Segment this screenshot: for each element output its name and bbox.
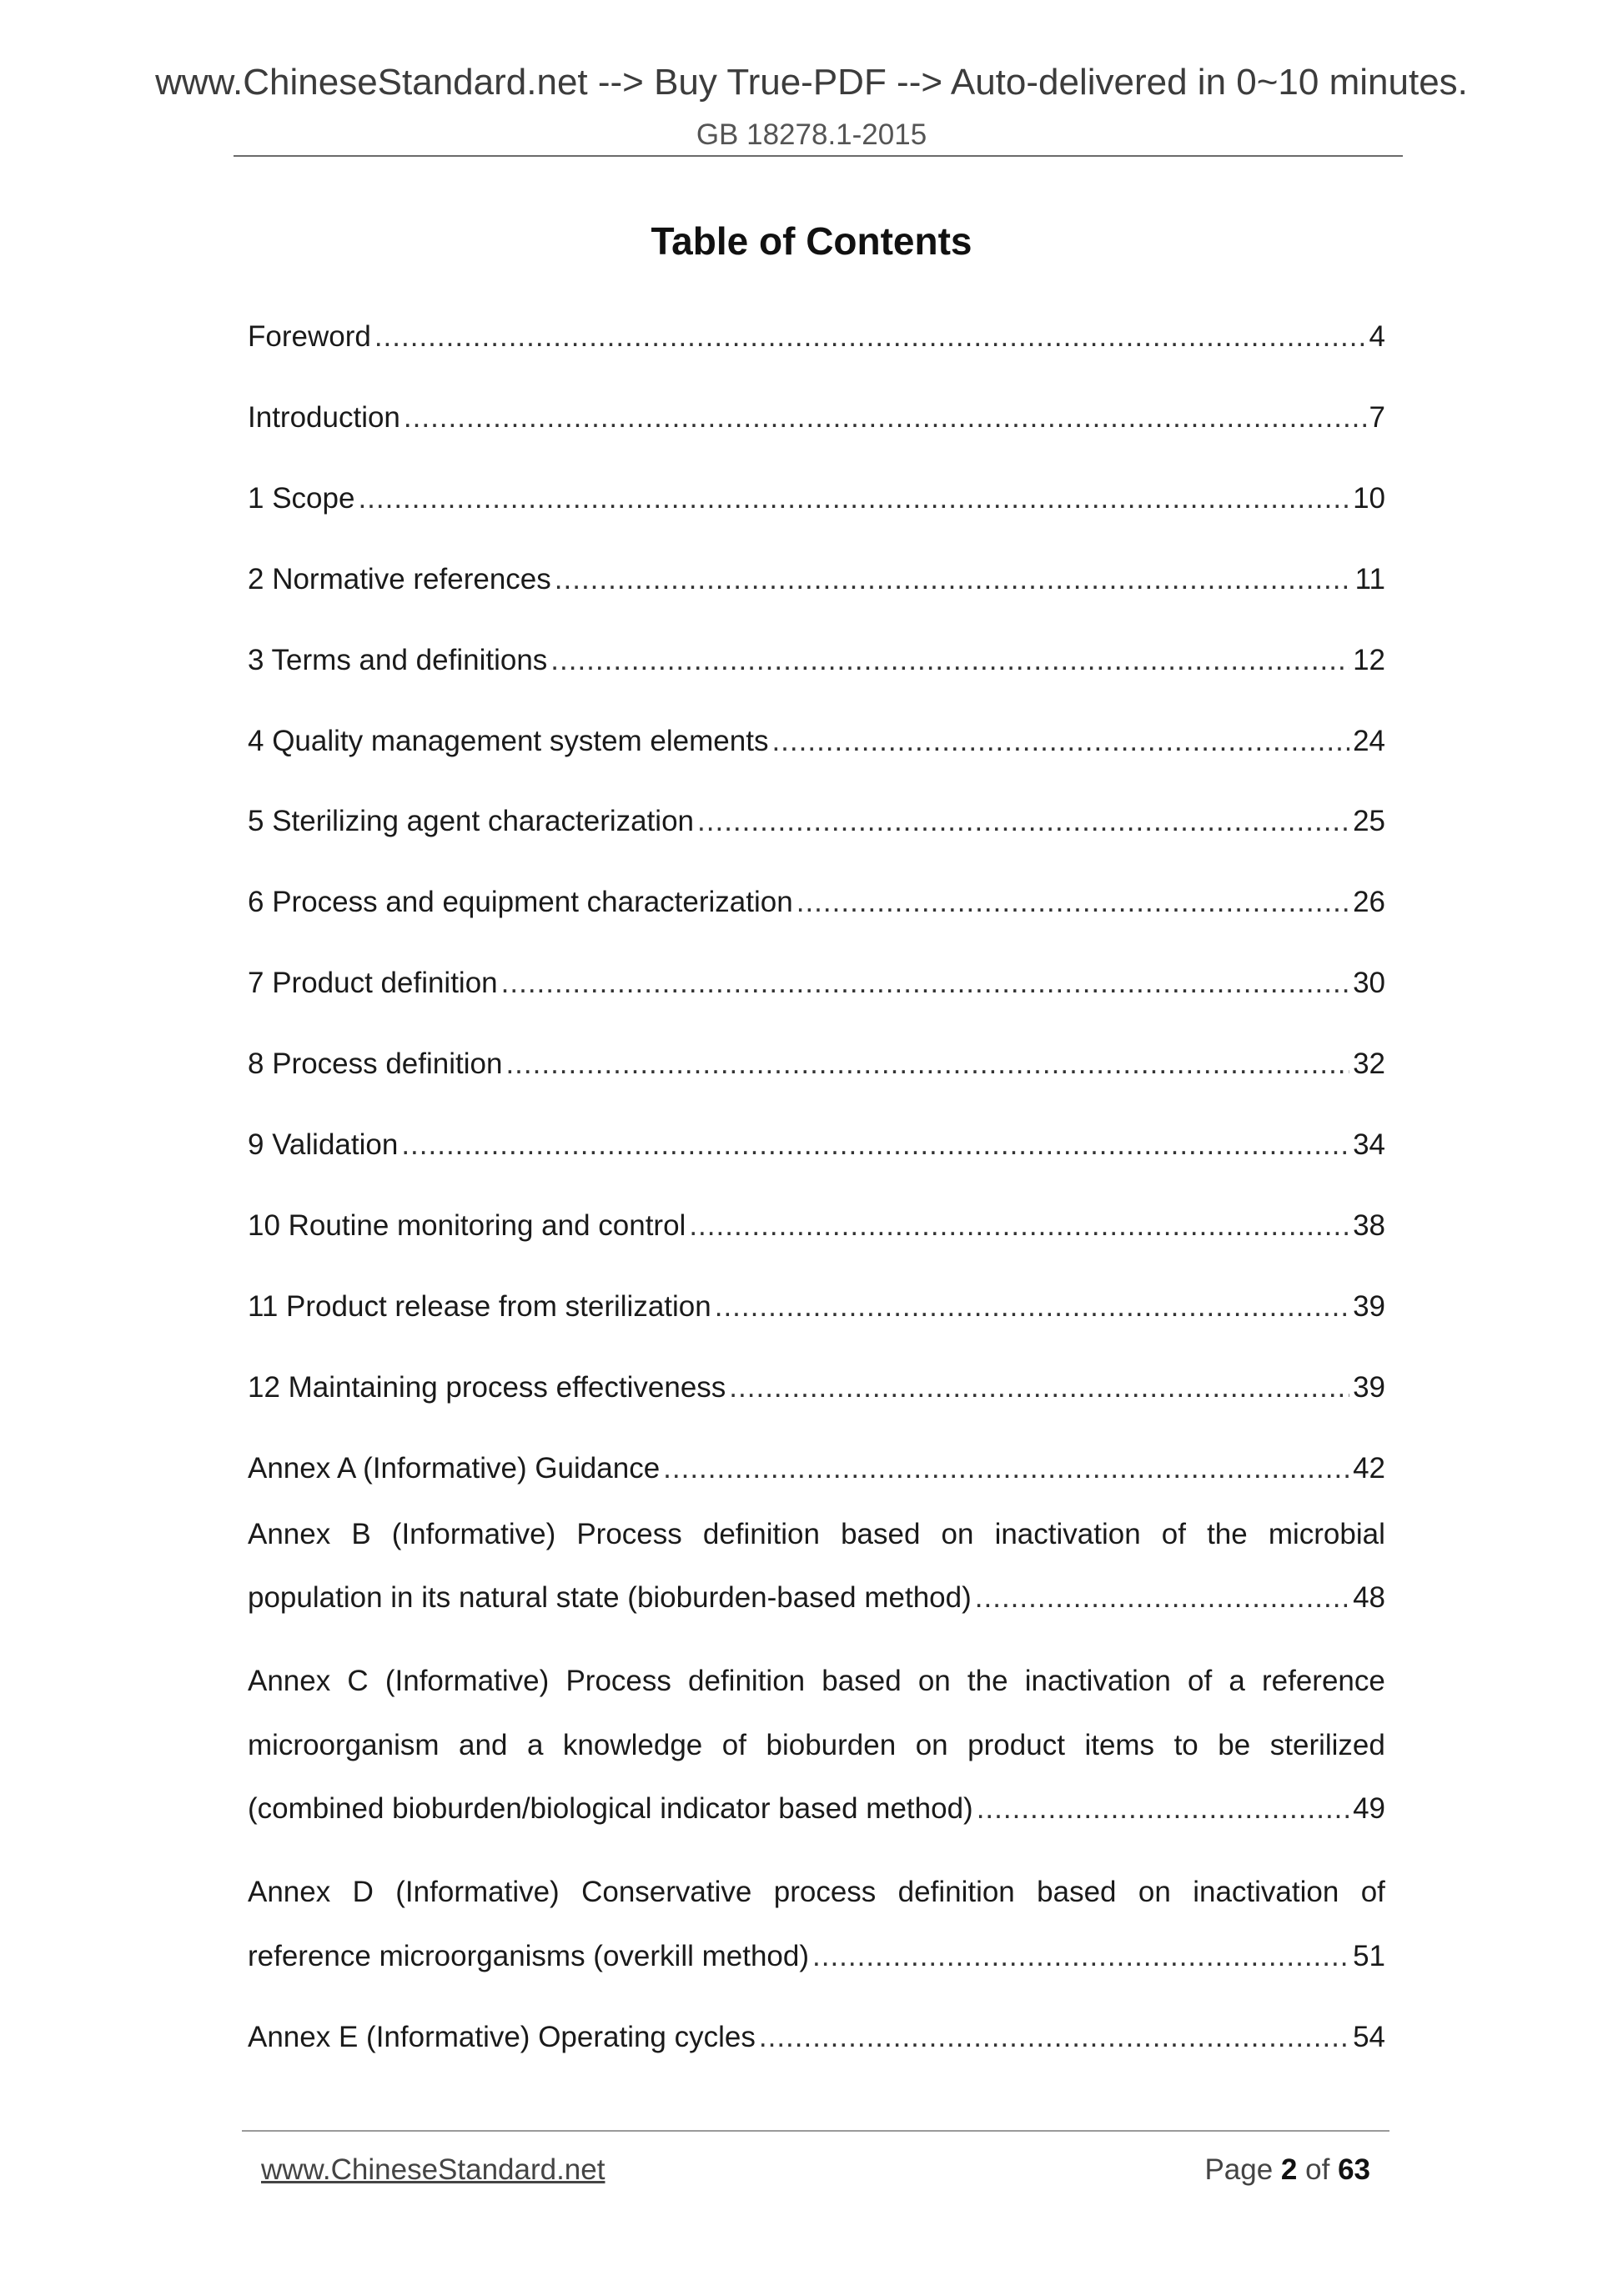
dot-leader (505, 1042, 1349, 1086)
page-prefix: Page (1204, 2153, 1274, 2186)
toc-word: based (841, 1518, 921, 1550)
toc-entry[interactable] (248, 315, 1385, 359)
toc-entry-label: Introduction (248, 401, 400, 434)
toc-word: on (1138, 1876, 1171, 1908)
toc-entry-page: 30 (1353, 967, 1385, 999)
dot-leader (689, 1204, 1349, 1248)
toc-word: microorganism (248, 1729, 440, 1761)
toc-entry-page: 7 (1369, 401, 1385, 434)
page-current: 2 (1280, 2153, 1298, 2186)
toc-word: Annex (248, 1876, 331, 1908)
toc-entry-page: 39 (1353, 1290, 1385, 1323)
toc-entry-label: 6 Process and equipment characterization (248, 886, 793, 918)
toc-entry-annex-b-line1[interactable] (248, 1513, 1385, 1556)
toc-word: on (917, 1665, 951, 1697)
dot-leader (729, 1366, 1349, 1409)
toc-entry-page: 26 (1353, 886, 1385, 918)
toc-word: of (1161, 1518, 1186, 1550)
standard-number: GB 18278.1-2015 (696, 118, 927, 151)
toc-entry-annex-c-line1[interactable] (248, 1660, 1385, 1703)
dot-leader (501, 962, 1349, 1005)
toc-word: of (1360, 1876, 1385, 1908)
toc-entry-annex-d[interactable] (248, 1935, 1385, 1978)
toc-entry[interactable] (248, 1285, 1385, 1329)
toc-entry-label: 11 Product release from sterilization (248, 1290, 711, 1323)
toc-word: definition (702, 1518, 820, 1550)
dot-leader (759, 2016, 1349, 2059)
header-divider (234, 155, 1403, 157)
toc-entry-label: 10 Routine monitoring and control (248, 1209, 686, 1242)
dot-leader (555, 558, 1352, 601)
toc-entry-label: 7 Product definition (248, 967, 498, 999)
toc-word: based (1037, 1876, 1117, 1908)
toc-entry[interactable] (248, 396, 1385, 440)
toc-entry[interactable] (248, 1042, 1385, 1086)
dot-leader (374, 315, 1366, 359)
toc-entry-page: 32 (1353, 1048, 1385, 1080)
toc-word: be (1218, 1729, 1251, 1761)
toc-entry-annex-d-line1[interactable] (248, 1871, 1385, 1914)
toc-entry-page: 39 (1353, 1371, 1385, 1404)
toc-entry-page: 49 (1353, 1792, 1385, 1825)
footer-website-link[interactable]: www.ChineseStandard.net (261, 2153, 605, 2186)
toc-entry[interactable] (248, 558, 1385, 601)
toc-word: product (967, 1729, 1065, 1761)
toc-entry-label: 8 Process definition (248, 1048, 503, 1080)
dot-leader (550, 639, 1349, 682)
toc-word: (Informative) (391, 1518, 556, 1550)
toc-word: (Informative) (384, 1665, 550, 1697)
toc-entry[interactable] (248, 639, 1385, 682)
dot-leader (796, 881, 1349, 924)
toc-entry-annex-e[interactable] (248, 2016, 1385, 2059)
toc-word: items (1084, 1729, 1155, 1761)
dot-leader (697, 800, 1349, 843)
toc-entry-page: 51 (1353, 1940, 1385, 1972)
toc-word: of (1188, 1665, 1213, 1697)
dot-leader (358, 477, 1349, 520)
toc-title: Table of Contents (651, 219, 972, 263)
toc-word: Conservative (581, 1876, 752, 1908)
page-total: 63 (1338, 2153, 1370, 2186)
toc-entry-page: 11 (1354, 563, 1385, 595)
toc-entry-page: 24 (1353, 725, 1385, 757)
toc-entry-label: population in its natural state (bioburden-based method) (248, 1581, 972, 1614)
toc-word: definition (897, 1876, 1015, 1908)
toc-word: Process (576, 1518, 682, 1550)
toc-word: Annex (248, 1518, 331, 1550)
footer-divider (242, 2130, 1389, 2132)
toc-entry-page: 12 (1353, 644, 1385, 676)
toc-entry[interactable] (248, 881, 1385, 924)
toc-entry[interactable] (248, 1447, 1385, 1490)
page-indicator (1204, 2153, 1370, 2187)
toc-word: to (1173, 1729, 1198, 1761)
toc-word: D (352, 1876, 374, 1908)
toc-entry-label: 1 Scope (248, 482, 355, 515)
dot-leader (771, 720, 1349, 763)
toc-entry-label: reference microorganisms (overkill method) (248, 1940, 809, 1972)
toc-entry-label: 3 Terms and definitions (248, 644, 548, 676)
toc-word: Annex (248, 1665, 331, 1697)
toc-word: sterilized (1269, 1729, 1385, 1761)
toc-word: the (1207, 1518, 1248, 1550)
toc-entry[interactable] (248, 962, 1385, 1005)
toc-entry-label: 5 Sterilizing agent characterization (248, 805, 695, 837)
dot-leader (977, 1787, 1349, 1831)
toc-word: of (721, 1729, 746, 1761)
dot-leader (663, 1447, 1349, 1490)
toc-word: inactivation (994, 1518, 1141, 1550)
toc-entry-label: Annex E (Informative) Operating cycles (248, 2021, 756, 2053)
toc-word: reference (1261, 1665, 1385, 1697)
toc-word: definition (688, 1665, 806, 1697)
toc-word: the (967, 1665, 1008, 1697)
toc-entry-annex-c[interactable] (248, 1787, 1385, 1831)
toc-entry[interactable] (248, 720, 1385, 763)
toc-entry-annex-c-line2[interactable] (248, 1724, 1385, 1767)
toc-entry-page: 4 (1369, 320, 1385, 353)
toc-entry-page: 54 (1353, 2021, 1385, 2053)
toc-entry-label: Foreword (248, 320, 371, 353)
toc-word: a (526, 1729, 544, 1761)
toc-entry-page: 48 (1353, 1581, 1385, 1614)
toc-entry-annex-b[interactable] (248, 1576, 1385, 1620)
toc-word: based (822, 1665, 902, 1697)
toc-entry-page: 42 (1353, 1452, 1385, 1485)
toc-entry-page: 25 (1353, 805, 1385, 837)
toc-entry-label: 9 Validation (248, 1128, 399, 1161)
toc-word: on (915, 1729, 948, 1761)
dot-leader (715, 1285, 1349, 1329)
toc-word: B (351, 1518, 371, 1550)
header-banner: www.ChineseStandard.net --> Buy True-PDF --> Auto-delivered in 0~10 minutes. (155, 62, 1468, 103)
toc-entry-page: 38 (1353, 1209, 1385, 1242)
toc-word: and (459, 1729, 508, 1761)
toc-entry-label: 12 Maintaining process effectiveness (248, 1371, 726, 1404)
toc-entry-label: 4 Quality management system elements (248, 725, 769, 757)
dot-leader (401, 1123, 1349, 1167)
toc-word: inactivation (1024, 1665, 1171, 1697)
dot-leader (404, 396, 1366, 440)
dot-leader (812, 1935, 1349, 1978)
toc-entry[interactable] (248, 477, 1385, 520)
toc-entry-label: Annex A (Informative) Guidance (248, 1452, 661, 1485)
toc-word: (Informative) (395, 1876, 560, 1908)
toc-entry[interactable] (248, 1204, 1385, 1248)
toc-entry[interactable] (248, 1123, 1385, 1167)
toc-word: inactivation (1193, 1876, 1339, 1908)
toc-word: Process (565, 1665, 671, 1697)
page-of: of (1305, 2153, 1330, 2186)
toc-word: process (773, 1876, 877, 1908)
toc-entry[interactable] (248, 1366, 1385, 1409)
toc-word: a (1229, 1665, 1245, 1697)
toc-word: bioburden (766, 1729, 897, 1761)
toc-entry-label: (combined bioburden/biological indicator based method) (248, 1792, 973, 1825)
dot-leader (975, 1576, 1349, 1620)
toc-entry[interactable] (248, 800, 1385, 843)
toc-word: on (941, 1518, 974, 1550)
toc-entry-page: 10 (1353, 482, 1385, 515)
toc-entry-label: 2 Normative references (248, 563, 551, 595)
toc-word: microbial (1268, 1518, 1385, 1550)
toc-entry-page: 34 (1353, 1128, 1385, 1161)
toc-word: C (347, 1665, 369, 1697)
toc-word: knowledge (562, 1729, 703, 1761)
